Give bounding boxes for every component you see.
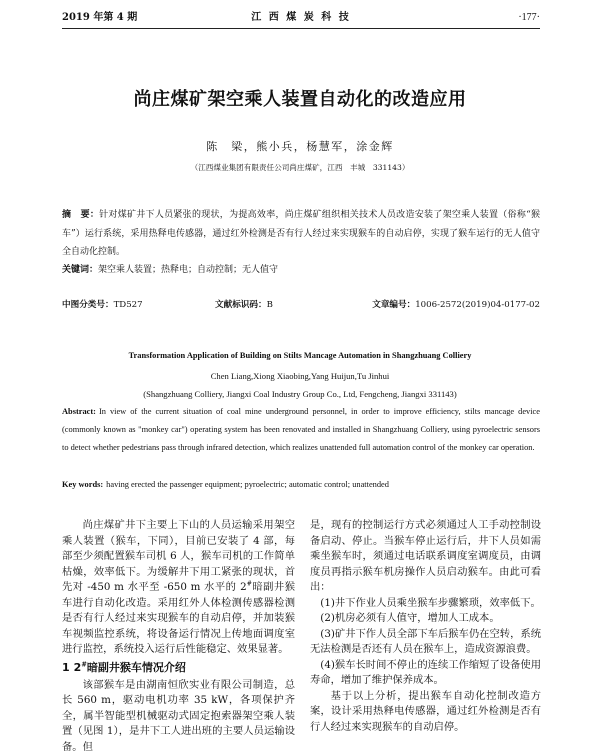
section-title-prefix: 2 bbox=[74, 661, 82, 674]
body-column-left bbox=[62, 518, 295, 755]
keywords-en bbox=[62, 477, 540, 493]
running-header bbox=[62, 10, 540, 29]
author-list: 陈 梁，熊小兵，杨慧军，涂金辉 bbox=[0, 139, 600, 155]
abstract-en-text: In view of the current situation of coal mine underground personnel, in order to improve efficiency, stilts mancage device (commonly known as "monkey car") operating system has been renovated and installed in Shangzhuang Colliery, using pyroelectric sensors to detect whether pedestrians pass through infrared detection, which realizes unattended full automation control of the monkey car operation. bbox=[62, 407, 540, 452]
intro-text-part1: 尚庄煤矿井下主要上下山的人员运输采用架空乘人装置（猴车，下同），目前已安装了 4 部，每部至少须配置猴车司机 6 人，猴车司机的工作简单枯燥，效率低下。为缓解井下用工紧张的现状，首先对 -450 m 水平至 -650 m 水平的 2 bbox=[62, 519, 295, 593]
article-number bbox=[372, 297, 540, 313]
proposal-paragraph: 基于以上分析，提出猴车自动化控制改造方案，设计采用热释电传感器，通过红外检测是否有行人经过来实现猴车的自动启停。 bbox=[310, 689, 541, 736]
journal-name: 江 西 煤 炭 科 技 bbox=[62, 10, 540, 26]
continuation-paragraph: 是，现有的控制运行方式必须通过人工手动控制设备启动、停止。当猴车停止运行后，井下人员如需乘坐猴车时，须通过电话联系调度室调度员，由调度员再指示猴车机房操作人员启动猴车。由此可看出： bbox=[310, 518, 541, 596]
section-title-superscript: # bbox=[81, 660, 87, 668]
section-number: 1 bbox=[62, 661, 70, 674]
abstract-en-label: Abstract: bbox=[62, 407, 96, 416]
document-code-label: 文献标识码： bbox=[215, 300, 267, 310]
abstract-cn bbox=[62, 206, 540, 262]
list-item-1: (1)井下作业人员乘坐猴车步骤繁琐，效率低下。 bbox=[310, 596, 541, 612]
intro-text-part2: 暗副井猴车进行自动化改造。采用红外人体检测传感器检测是否有行人经过来实现猴车的自动启停，并加装猴车视频监控系统，将设备运行情况上传地面调度室进行监控，系统投入运行后性能稳定、效果显著。 bbox=[62, 581, 295, 655]
clc-number bbox=[62, 297, 143, 313]
page-number: ·177· bbox=[518, 10, 540, 26]
abstract-en bbox=[62, 403, 540, 457]
english-affiliation: (Shangzhuang Colliery, Jiangxi Coal Industry Group Co., Ltd, Fengcheng, Jiangxi 331143) bbox=[0, 387, 600, 401]
abstract-text: 针对煤矿井下人员紧张的现状，为提高效率，尚庄煤矿组织相关技术人员改造安装了架空乘人装置（俗称“猴车”）运行系统，采用热释电传感器，通过红外检测是否有行人经过来实现猴车的自动启停，实现了猴车运行的无人值守全自动化控制。 bbox=[62, 210, 540, 257]
keywords-text: 架空乘人装置；热释电；自动控制；无人值守 bbox=[98, 265, 278, 275]
abstract-label: 摘 要： bbox=[62, 210, 99, 220]
section-heading-1 bbox=[62, 658, 295, 678]
paper-title: 尚庄煤矿架空乘人装置自动化的改造应用 bbox=[0, 88, 600, 112]
author-affiliation: （江西煤业集团有限责任公司尚庄煤矿，江西 丰城 331143） bbox=[0, 162, 600, 174]
body-column-right bbox=[310, 518, 541, 735]
article-number-label: 文章编号： bbox=[372, 300, 415, 310]
section-1-paragraph: 该部猴车是由湖南恒欣实业有限公司制造，总长 560 m，驱动电机功率 35 kW，各项保护齐全，属半智能型机械驱动式固定抱索器架空乘人装置（见图 1），是井下工人进出班的主要人员运输设备。但 bbox=[62, 678, 295, 755]
clc-label: 中图分类号： bbox=[62, 300, 114, 310]
intro-superscript: # bbox=[247, 581, 252, 588]
keywords-en-label: Key words: bbox=[62, 480, 103, 489]
keywords-cn bbox=[62, 261, 540, 279]
english-title: Transformation Application of Building on Stilts Mancage Automation in Shangzhuang Colliery bbox=[0, 349, 600, 363]
classification-line bbox=[62, 297, 540, 313]
document-code bbox=[215, 297, 273, 313]
list-item-4: (4)猴车长时间不停止的连续工作缩短了设备使用寿命，增加了维护保养成本。 bbox=[310, 658, 541, 689]
english-authors: Chen Liang,Xiong Xiaobing,Yang Huijun,Tu Jinhui bbox=[0, 369, 600, 383]
article-number-value: 1006-2572(2019)04-0177-02 bbox=[415, 300, 540, 310]
keywords-label: 关键词： bbox=[62, 265, 98, 275]
journal-issue: 2019 年第 4 期 bbox=[62, 10, 137, 26]
keywords-en-text: having erected the passenger equipment; pyroelectric; automatic control; unattended bbox=[106, 480, 389, 489]
document-code-value: B bbox=[267, 300, 273, 310]
intro-paragraph bbox=[62, 518, 295, 658]
section-title-text: 暗副井猴车情况介绍 bbox=[87, 661, 186, 674]
list-item-3: (3)矿井下作人员全部下车后猴车仍在空转，系统无法检测是否还有人员在猴车上，造成资源浪费。 bbox=[310, 627, 541, 658]
list-item-2: (2)机房必须有人值守，增加人工成本。 bbox=[310, 611, 541, 627]
clc-value: TD527 bbox=[114, 300, 143, 310]
